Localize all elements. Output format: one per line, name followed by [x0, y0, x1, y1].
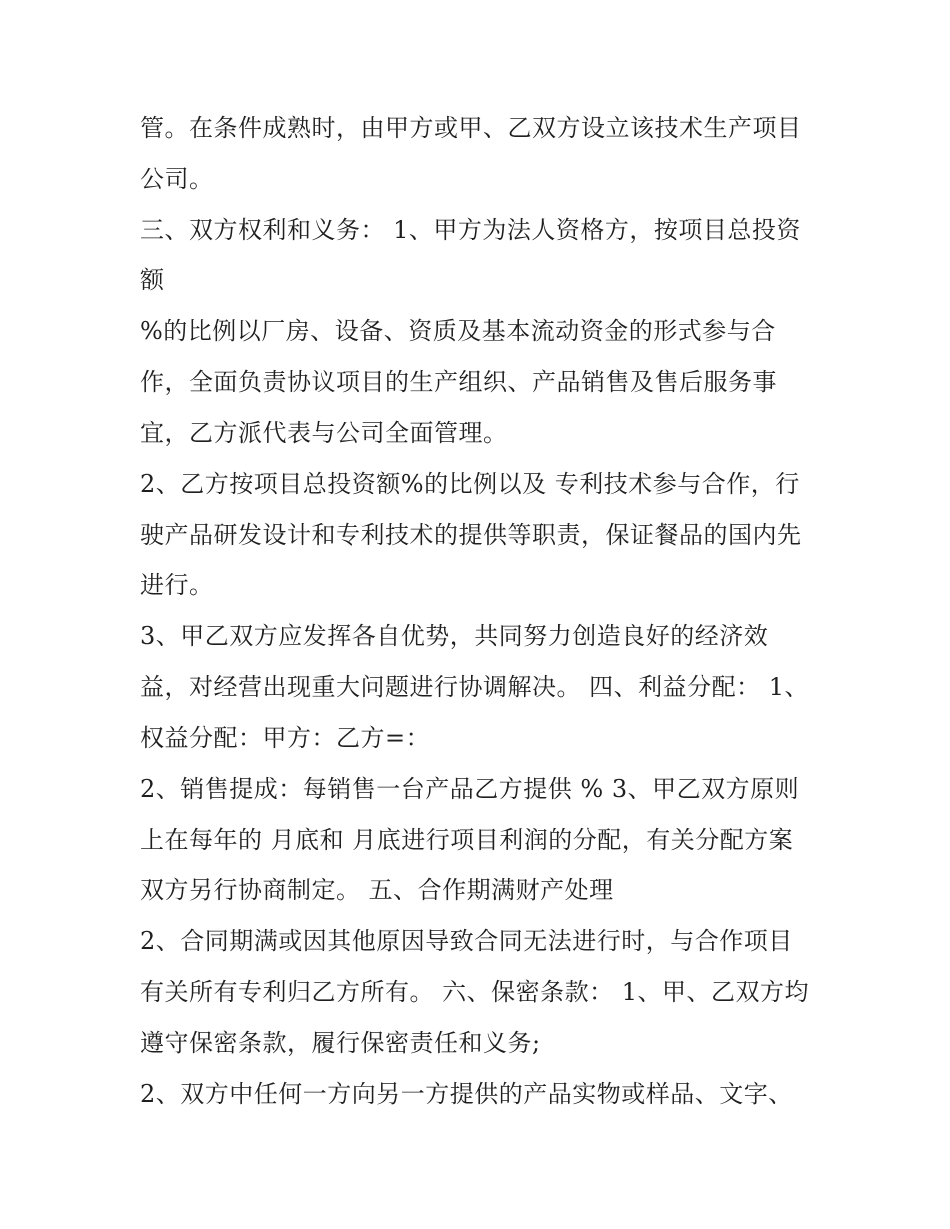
text-line: 3、甲乙双方应发挥各自优势，共同努力创造良好的经济效 — [140, 622, 769, 650]
text-line: %的比例以厂房、设备、资质及基本流动资金的形式参与合 — [140, 317, 776, 345]
text-line: 2、乙方按项目总投资额%的比例以及 专利技术参与合作，行 — [140, 470, 800, 498]
text-line: 进行。 — [140, 571, 214, 599]
text-line: 驶产品研发设计和专利技术的提供等职责，保证餐品的国内先 — [140, 521, 802, 549]
text-line: 遵守保密条款，履行保密责任和义务; — [140, 1029, 541, 1057]
text-line: 三、双方权利和义务： 1、甲方为法人资格方，按项目总投资 — [140, 216, 801, 244]
text-line: 权益分配：甲方：乙方=： — [140, 724, 431, 752]
text-line: 益，对经营出现重大问题进行协调解决。 四、利益分配： 1、 — [140, 673, 810, 701]
text-line: 有关所有专利归乙方所有。 六、保密条款： 1、甲、乙双方均 — [140, 978, 810, 1006]
text-line: 上在每年的 月底和 月底进行项目利润的分配，有关分配方案 — [140, 826, 794, 854]
text-line: 管。在条件成熟时，由甲方或甲、乙双方设立该技术生产项目 — [140, 114, 802, 142]
text-line: 公司。 — [140, 165, 214, 193]
text-line: 双方另行协商制定。 五、合作期满财产处理 — [140, 876, 614, 904]
text-line: 2、双方中任何一方向另一方提供的产品实物或样品、文字、 — [140, 1080, 793, 1108]
text-line: 2、销售提成：每销售一台产品乙方提供 % 3、甲乙双方原则 — [140, 775, 800, 803]
text-line: 作，全面负责协议项目的生产组织、产品销售及售后服务事 — [140, 368, 777, 396]
text-line: 2、合同期满或因其他原因导致合同无法进行时，与合作项目 — [140, 927, 793, 955]
text-line: 额 — [140, 266, 165, 294]
text-line: 宜，乙方派代表与公司全面管理。 — [140, 419, 508, 447]
